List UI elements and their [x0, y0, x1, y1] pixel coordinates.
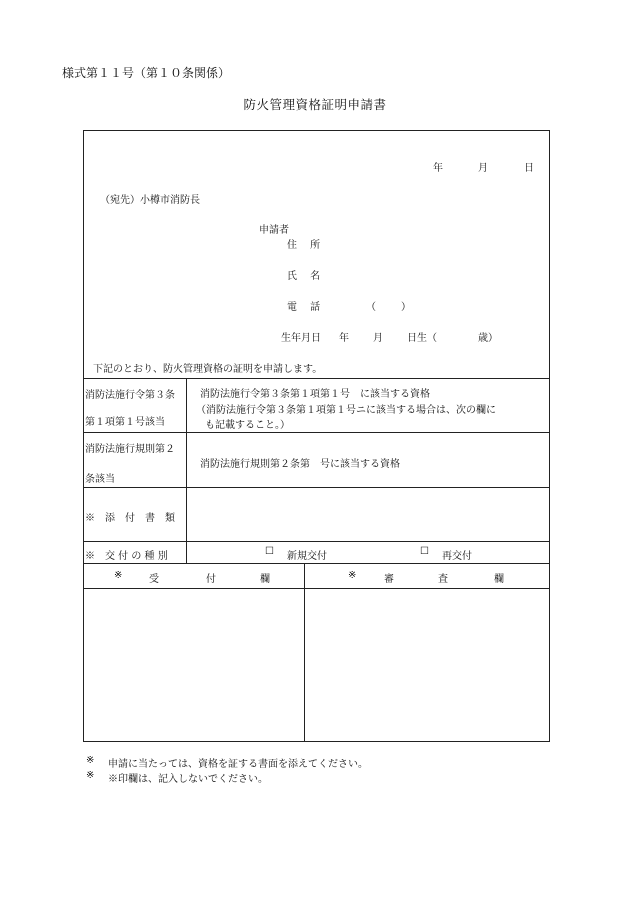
- reception-char-3: 欄: [260, 574, 270, 585]
- review-char-3: 欄: [494, 574, 504, 585]
- review-char-1: 審: [384, 574, 394, 585]
- reception-char-2: 付: [206, 574, 216, 585]
- reception-char-1: 受: [149, 574, 159, 585]
- date-year: 年: [433, 163, 443, 174]
- row-divider-regulation-top: [83, 432, 550, 433]
- regulation-content: 消防法施行規則第２条第 号に該当する資格: [200, 459, 400, 470]
- birth-month: 月: [373, 333, 383, 344]
- request-text: 下記のとおり、防火管理資格の証明を申請します。: [93, 364, 323, 375]
- birth-year: 年: [339, 333, 349, 344]
- note-2-mark: ※: [86, 770, 95, 781]
- new-issue-label: 新規交付: [287, 551, 327, 562]
- row-divider-bottom-header-top: [83, 563, 550, 564]
- date-month: 月: [478, 163, 488, 174]
- regulation-label-line1: 消防法施行規則第２: [85, 444, 175, 455]
- reissue-label: 再交付: [442, 551, 472, 562]
- ordinance-content-line2: （消防法施行令第３条第１項第１号ニに該当する場合は、次の欄に: [196, 405, 496, 416]
- applicant-heading: 申請者: [259, 225, 289, 236]
- row-divider-issue-type-top: [83, 541, 550, 542]
- column-divider-label: [186, 378, 187, 563]
- row-divider-ordinance-top: [83, 378, 550, 379]
- phone-paren-open: （: [366, 302, 376, 313]
- phone-label: 電 話: [287, 302, 321, 313]
- form-title: 防火管理資格証明申請書: [243, 97, 387, 112]
- row-divider-attachments-top: [83, 487, 550, 488]
- address-label: 住 所: [287, 240, 321, 251]
- attachments-label: ※ 添 付 書 類: [85, 513, 175, 524]
- review-char-2: 査: [438, 574, 448, 585]
- column-divider-bottom: [304, 563, 305, 742]
- issue-type-label: ※ 交 付 の 種 別: [85, 551, 168, 562]
- reissue-checkbox[interactable]: ☐: [420, 546, 429, 557]
- ordinance-content-line3: も記載すること。）: [205, 420, 290, 431]
- name-label: 氏 名: [287, 271, 321, 282]
- age: 歳）: [478, 333, 498, 344]
- new-issue-checkbox[interactable]: ☐: [265, 546, 274, 557]
- addressee: （宛先）小樽市消防長: [100, 195, 200, 206]
- note-1-mark: ※: [86, 755, 95, 766]
- phone-paren-close: ）: [401, 302, 411, 313]
- note-2-text: ※印欄は、記入しないでください。: [108, 774, 268, 785]
- form-number: 様式第１１号（第１０条関係）: [62, 66, 231, 80]
- ordinance-label-line2: 第１項第１号該当: [85, 417, 165, 428]
- application-form-frame: [83, 130, 550, 742]
- ordinance-label-line1: 消防法施行令第３条: [85, 390, 175, 401]
- date-day: 日: [524, 163, 534, 174]
- birth-date-label: 生年月日: [281, 333, 321, 344]
- ordinance-content-line1: 消防法施行令第３条第１項第１号 に該当する資格: [200, 389, 430, 400]
- row-divider-bottom-header-bottom: [83, 588, 550, 589]
- review-mark: ※: [348, 570, 357, 581]
- regulation-label-line2: 条該当: [85, 474, 115, 485]
- note-1-text: 申請に当たっては、資格を証する書面を添えてください。: [108, 759, 368, 770]
- birth-day: 日生（: [407, 333, 437, 344]
- reception-mark: ※: [114, 570, 123, 581]
